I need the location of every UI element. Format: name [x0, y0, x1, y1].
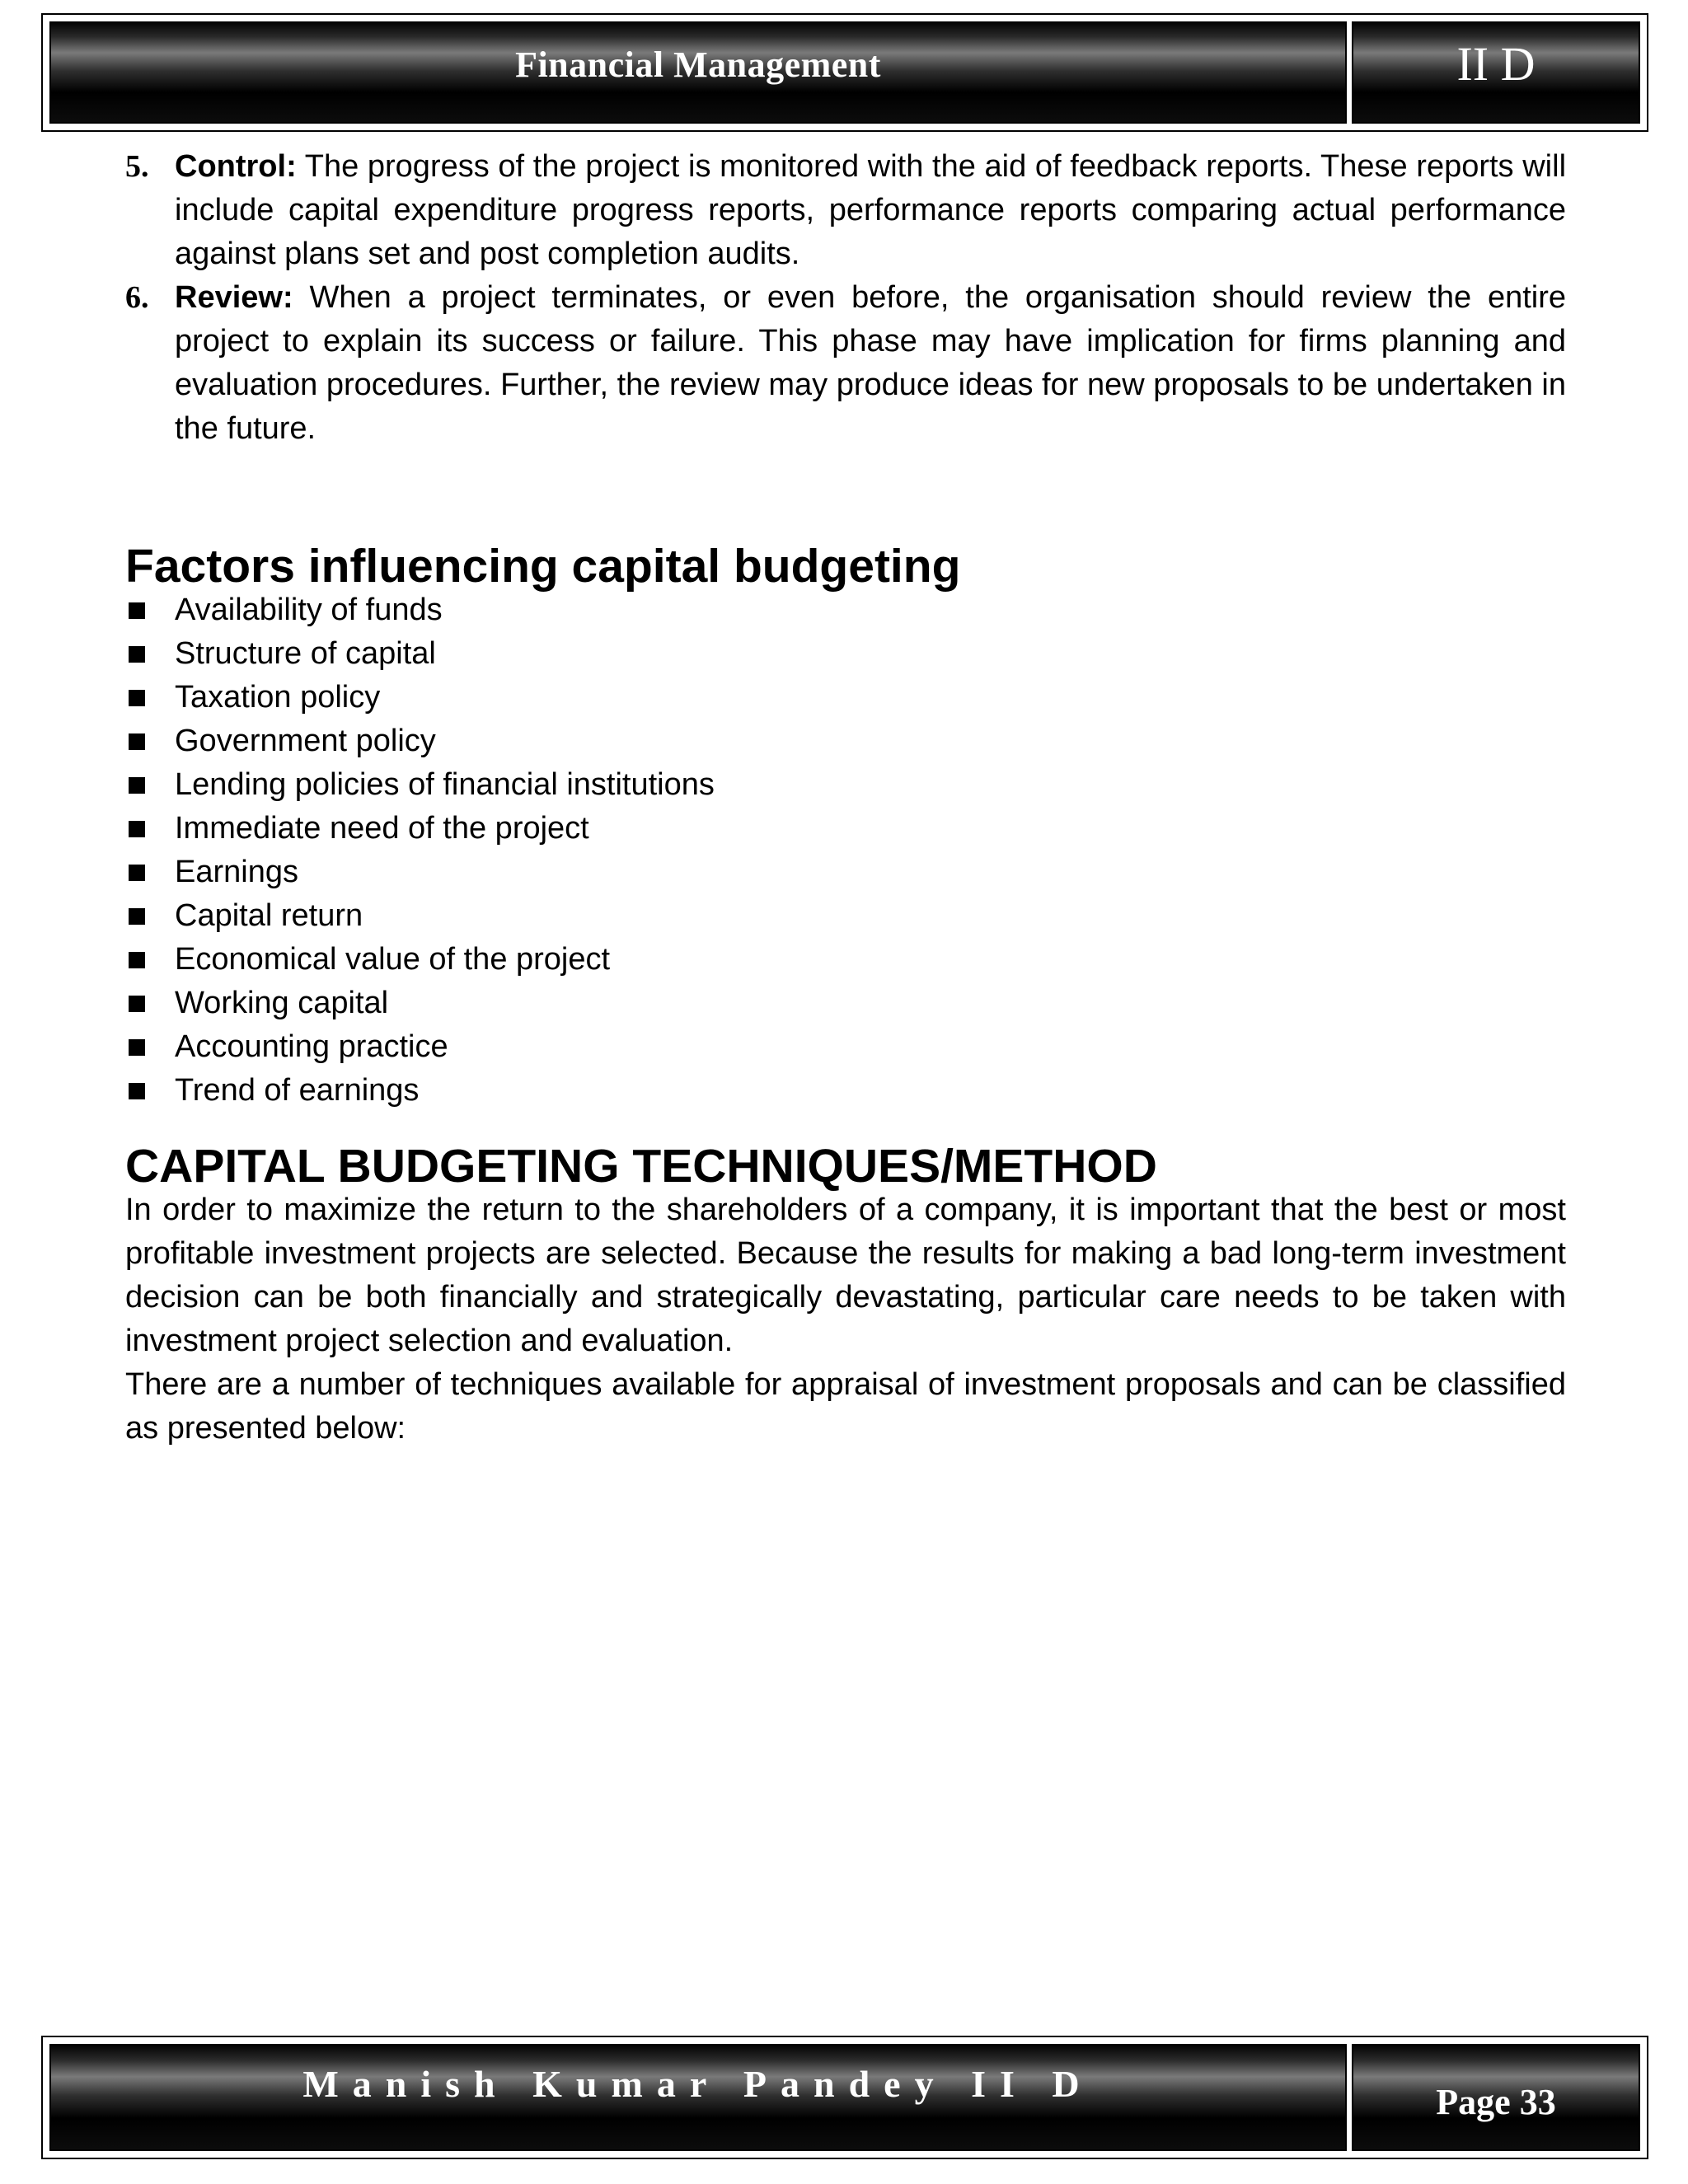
- list-item-text: Earnings: [175, 855, 298, 889]
- list-item-text: Government policy: [175, 724, 436, 758]
- list-item-text: Working capital: [175, 986, 389, 1020]
- square-bullet-icon: [129, 1039, 145, 1056]
- header-code: II D: [1456, 36, 1536, 91]
- list-item-text: Structure of capital: [175, 636, 436, 671]
- list-term: Review:: [175, 280, 293, 315]
- square-bullet-icon: [129, 733, 145, 750]
- list-item-text: Economical value of the project: [175, 942, 611, 977]
- square-bullet-icon: [129, 777, 145, 794]
- square-bullet-icon: [129, 1083, 145, 1099]
- techniques-paragraph: There are a number of techniques available for appraisal of investment proposals and can be classified as presented below:: [125, 1367, 1566, 1446]
- list-text: The progress of the project is monitored with the aid of feedback reports. These reports will include capital expenditure progress reports, performance reports comparing actual performance against plans set and post completion audits.: [175, 149, 1567, 271]
- footer-author-cell: [49, 2044, 1347, 2151]
- header-code-cell: [1352, 21, 1640, 124]
- square-bullet-icon: [129, 996, 145, 1012]
- list-item: [125, 982, 1566, 1025]
- list-item: [125, 1069, 1566, 1113]
- list-number: 5.: [125, 149, 149, 184]
- list-item-text: Accounting practice: [175, 1029, 448, 1064]
- factors-list: [125, 588, 1566, 1113]
- list-item-text: Lending policies of financial institutions: [175, 767, 715, 802]
- list-text: When a project terminates, or even before, the organisation should review the entire project to explain its success or failure. This phase may have implication for firms planning and evaluation procedures. Further, the review may produce ideas for new proposals to be undertaken in the future.: [175, 280, 1566, 446]
- square-bullet-icon: [129, 690, 145, 706]
- techniques-heading: CAPITAL BUDGETING TECHNIQUES/METHOD: [125, 1140, 1157, 1193]
- page-number: Page 33: [1436, 2081, 1556, 2122]
- techniques-paragraph: In order to maximize the return to the shareholders of a company, it is important that the best or most profitable investment projects are selected. Because the results for making a bad long-term investment decision can be both financially and strategically devastating, particular care needs to be taken with investment project selection and evaluation.: [125, 1193, 1566, 1358]
- list-item-text: Trend of earnings: [175, 1073, 420, 1108]
- list-item: [125, 632, 1566, 676]
- footer-author: Manish Kumar Pandey II D: [302, 2062, 1094, 2105]
- square-bullet-icon: [129, 821, 145, 837]
- list-item: [125, 763, 1566, 807]
- list-item-text: Capital return: [175, 898, 363, 933]
- page-header: [41, 13, 1648, 132]
- list-item: [125, 807, 1566, 851]
- list-item-review: [125, 276, 1566, 451]
- list-item: [125, 676, 1566, 719]
- square-bullet-icon: [129, 602, 145, 619]
- list-item-text: Immediate need of the project: [175, 811, 589, 846]
- list-item: [125, 1025, 1566, 1069]
- factors-heading: Factors influencing capital budgeting: [125, 540, 961, 593]
- list-item: [125, 588, 1566, 632]
- list-item: [125, 894, 1566, 938]
- square-bullet-icon: [129, 952, 145, 968]
- list-item-text: Availability of funds: [175, 593, 443, 627]
- square-bullet-icon: [129, 646, 145, 663]
- square-bullet-icon: [129, 865, 145, 881]
- page-content: [125, 145, 1566, 1451]
- list-item: [125, 719, 1566, 763]
- list-term: Control:: [175, 149, 297, 184]
- header-title-cell: [49, 21, 1347, 124]
- numbered-list: [125, 145, 1566, 451]
- page-footer: [41, 2036, 1648, 2159]
- list-item-control: [125, 145, 1566, 276]
- header-title: Financial Management: [515, 44, 881, 85]
- list-item-text: Taxation policy: [175, 680, 381, 715]
- list-item: [125, 938, 1566, 982]
- square-bullet-icon: [129, 908, 145, 925]
- footer-page-cell: [1352, 2044, 1640, 2151]
- list-number: 6.: [125, 280, 149, 315]
- list-item: [125, 851, 1566, 894]
